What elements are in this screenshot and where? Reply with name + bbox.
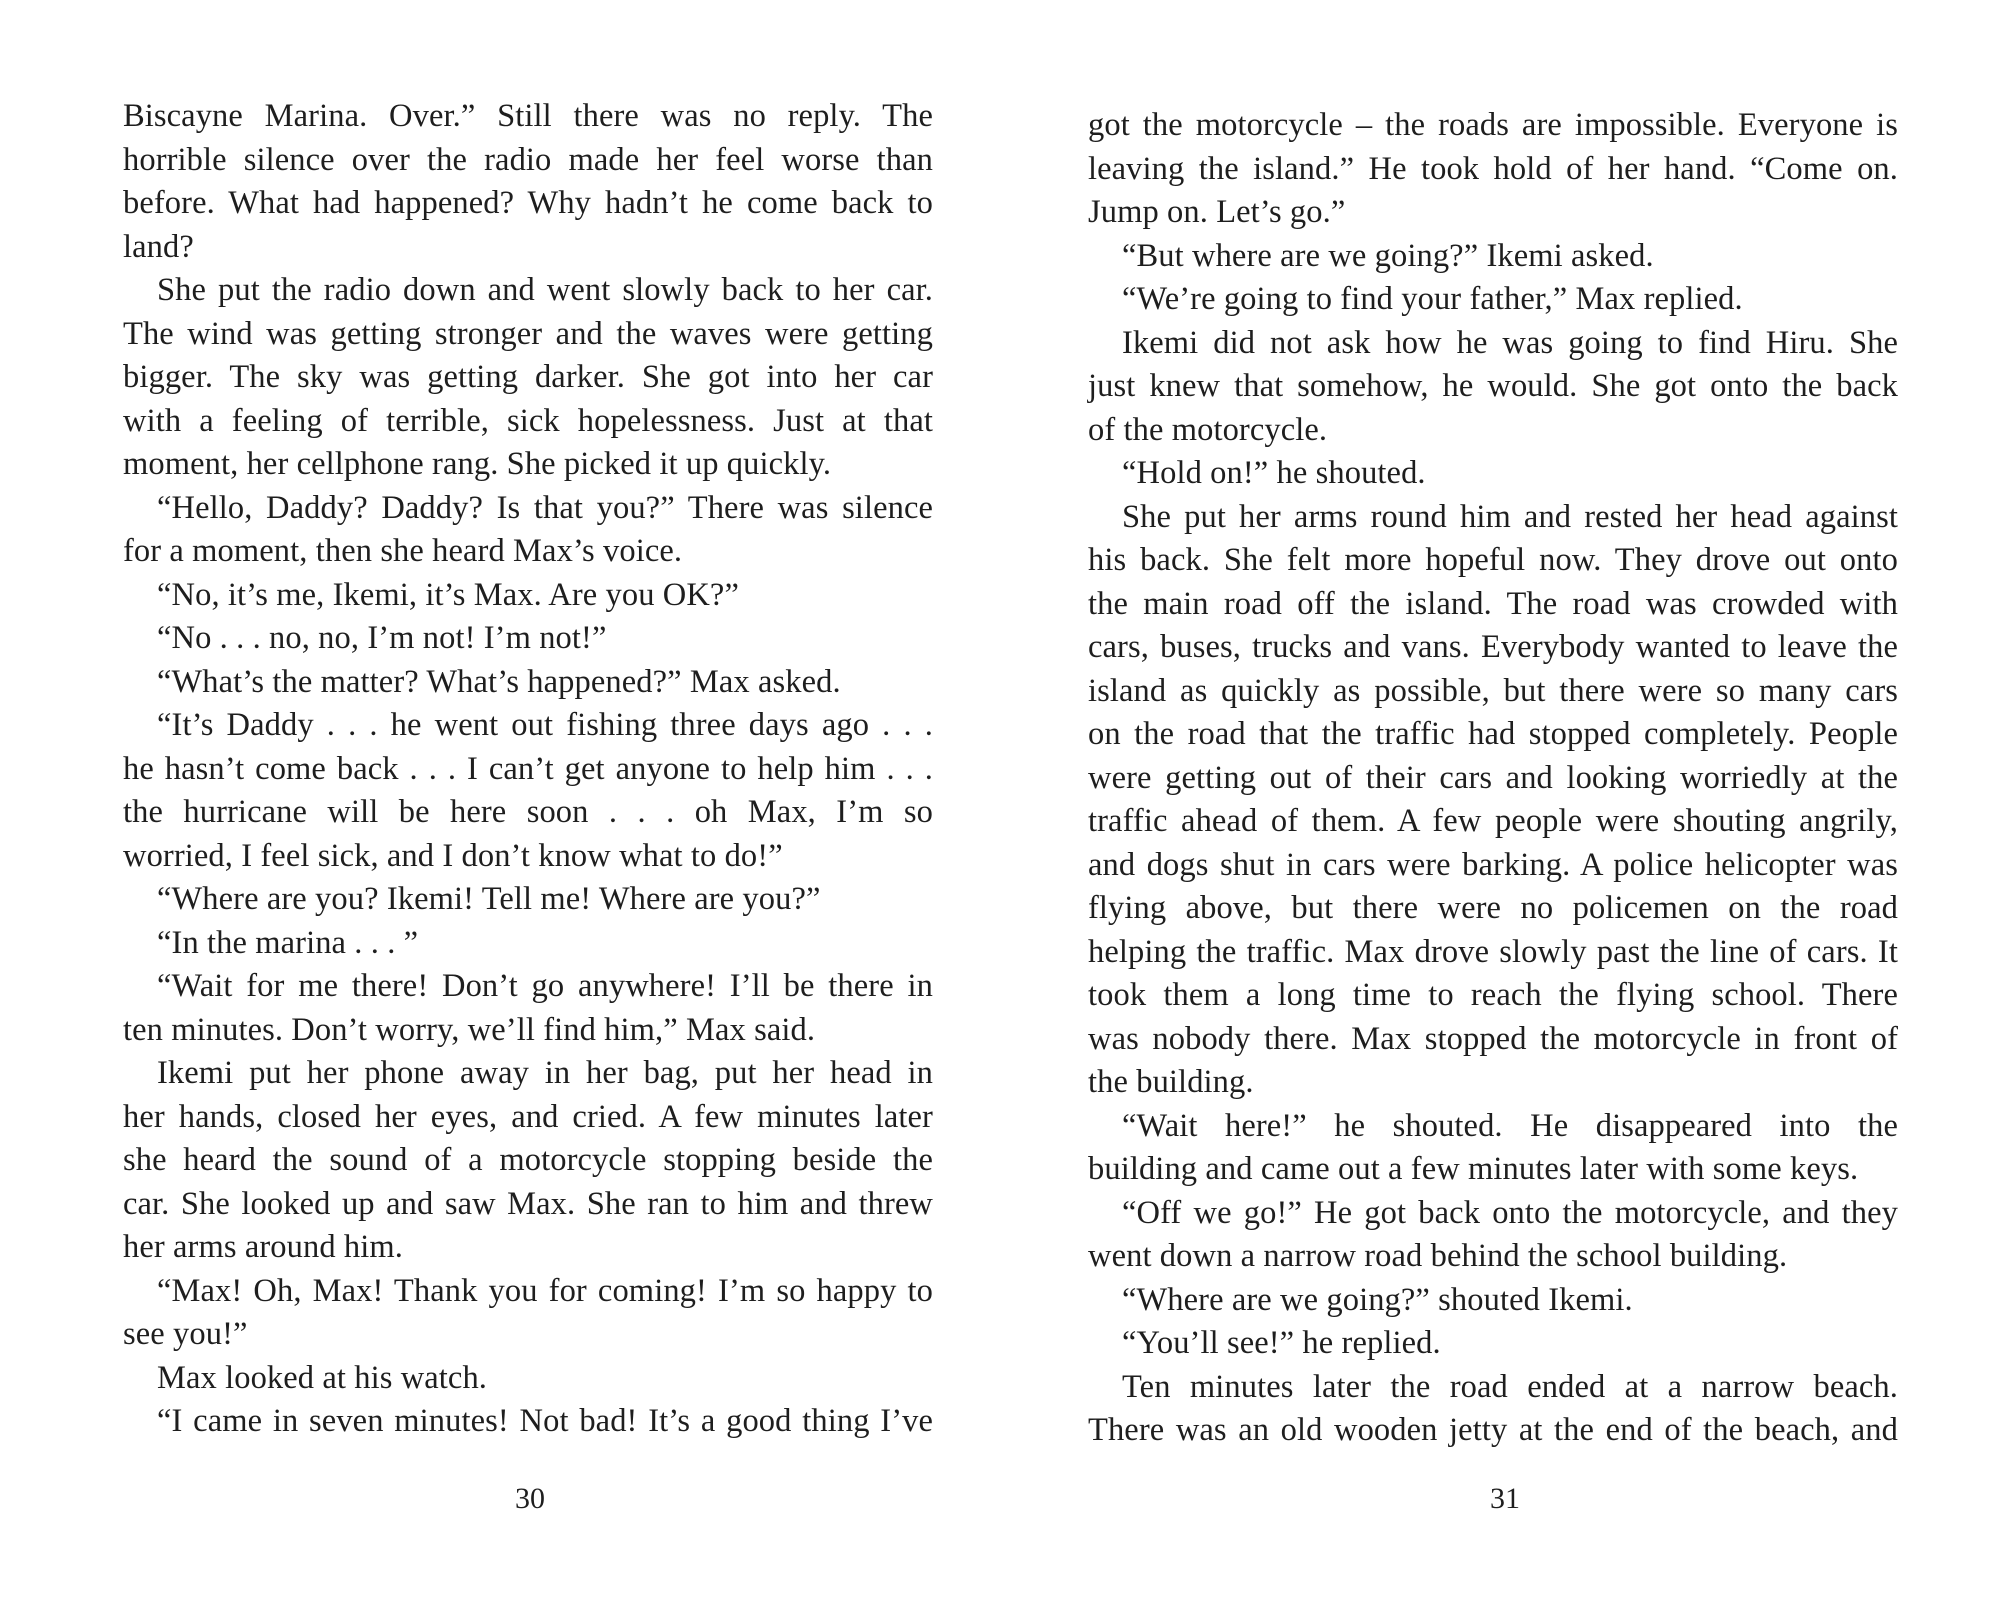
text-line: bigger. The sky was getting darker. She got into her car xyxy=(123,359,933,395)
text-line: was nobody there. Max stopped the motorcycle in front of xyxy=(1088,1020,1898,1057)
text-line: helping the traffic. Max drove slowly past the line of cars. It xyxy=(1088,933,1898,970)
text-line: “Hold on!” he shouted. xyxy=(1122,455,1426,491)
left-page-text xyxy=(123,95,933,1444)
text-line: Ten minutes later the road ended at a narrow beach. xyxy=(1122,1368,1898,1405)
text-line: Biscayne Marina. Over.” Still there was no reply. The xyxy=(123,98,933,134)
text-line: Max looked at his watch. xyxy=(157,1359,488,1396)
text-line: leaving the island.” He took hold of her hand. “Come on. xyxy=(1088,150,1898,187)
text-line: see you!” xyxy=(123,1316,248,1352)
text-line: The wind was getting stronger and the waves were getting xyxy=(123,315,933,352)
text-line: were getting out of their cars and looking worriedly at the xyxy=(1088,759,1898,796)
text-line: She put the radio down and went slowly back to her car. xyxy=(157,272,933,308)
text-line: “You’ll see!” he replied. xyxy=(1122,1325,1441,1361)
text-line: “No . . . no, no, I’m not! I’m not!” xyxy=(157,620,607,656)
text-line: worried, I feel sick, and I don’t know what to do!” xyxy=(123,837,783,874)
text-line: the building. xyxy=(1088,1064,1254,1100)
text-line: “Off we go!” He got back onto the motorcycle, and they xyxy=(1122,1194,1898,1231)
text-line: “No, it’s me, Ikemi, it’s Max. Are you OK?” xyxy=(157,576,739,613)
text-line: Jump on. Let’s go.” xyxy=(1088,194,1346,230)
text-line: There was an old wooden jetty at the end of the beach, and xyxy=(1088,1412,1898,1448)
text-line: ten minutes. Don’t worry, we’ll find him,” Max said. xyxy=(123,1011,816,1048)
text-line: horrible silence over the radio made her feel worse than xyxy=(123,141,933,178)
text-line: the hurricane will be here soon . . . oh Max, I’m so xyxy=(123,794,933,830)
text-line: just knew that somehow, he would. She got onto the back xyxy=(1088,368,1898,404)
text-line: “What’s the matter? What’s happened?” Max asked. xyxy=(157,663,841,700)
text-line: “It’s Daddy . . . he went out fishing three days ago . . . xyxy=(157,707,933,743)
text-line: “Hello, Daddy? Daddy? Is that you?” There was silence xyxy=(157,489,933,526)
text-line: her arms around him. xyxy=(123,1229,403,1265)
text-line: he hasn’t come back . . . I can’t get anyone to help him . . . xyxy=(123,750,933,787)
text-line: “I came in seven minutes! Not bad! It’s a good thing I’ve xyxy=(157,1403,933,1439)
text-line: “Wait here!” he shouted. He disappeared into the xyxy=(1122,1107,1898,1144)
text-line: she heard the sound of a motorcycle stopping beside the xyxy=(123,1142,933,1178)
right-page-text xyxy=(1088,104,1898,1453)
text-line: cars, buses, trucks and vans. Everybody wanted to leave the xyxy=(1088,629,1898,665)
text-line: went down a narrow road behind the school building. xyxy=(1088,1238,1788,1274)
text-line: “We’re going to find your father,” Max replied. xyxy=(1122,281,1743,317)
text-line: “Where are you? Ikemi! Tell me! Where are you?” xyxy=(157,881,821,917)
text-line: land? xyxy=(123,228,194,265)
right-page xyxy=(1000,0,2000,1606)
text-line: on the road that the traffic had stopped completely. People xyxy=(1088,716,1898,752)
text-line: of the motorcycle. xyxy=(1088,411,1328,448)
text-line: “Max! Oh, Max! Thank you for coming! I’m so happy to xyxy=(157,1272,933,1309)
text-line: for a moment, then she heard Max’s voice. xyxy=(123,533,683,569)
text-line: took them a long time to reach the flying school. There xyxy=(1088,977,1898,1013)
page-number: 30 xyxy=(515,1482,545,1515)
text-line: her hands, closed her eyes, and cried. A few minutes later xyxy=(123,1098,933,1135)
text-line: “Where are we going?” shouted Ikemi. xyxy=(1122,1281,1633,1318)
text-line: building and came out a few minutes later with some keys. xyxy=(1088,1151,1859,1187)
text-line: before. What had happened? Why hadn’t he come back to xyxy=(123,185,933,221)
text-line: moment, her cellphone rang. She picked it up quickly. xyxy=(123,446,832,482)
text-line: got the motorcycle – the roads are impossible. Everyone is xyxy=(1088,107,1898,143)
text-line: Ikemi put her phone away in her bag, put her head in xyxy=(157,1055,933,1091)
text-line: the main road off the island. The road was crowded with xyxy=(1088,585,1898,622)
text-line: with a feeling of terrible, sick hopelessness. Just at that xyxy=(123,402,933,439)
page-number: 31 xyxy=(1490,1482,1520,1515)
text-line: “But where are we going?” Ikemi asked. xyxy=(1122,237,1654,274)
text-line: “Wait for me there! Don’t go anywhere! I’ll be there in xyxy=(157,968,933,1004)
text-line: and dogs shut in cars were barking. A police helicopter was xyxy=(1088,846,1898,883)
text-line: “In the marina . . . ” xyxy=(157,924,419,961)
text-line: flying above, but there were no policemen on the road xyxy=(1088,890,1898,926)
text-line: car. She looked up and saw Max. She ran to him and threw xyxy=(123,1185,933,1222)
text-line: island as quickly as possible, but there were so many cars xyxy=(1088,672,1898,709)
text-line: traffic ahead of them. A few people were shouting angrily, xyxy=(1088,803,1898,839)
text-line: Ikemi did not ask how he was going to find Hiru. She xyxy=(1122,324,1898,361)
text-line: his back. She felt more hopeful now. They drove out onto xyxy=(1088,542,1898,578)
text-line: She put her arms round him and rested her head against xyxy=(1122,498,1898,535)
